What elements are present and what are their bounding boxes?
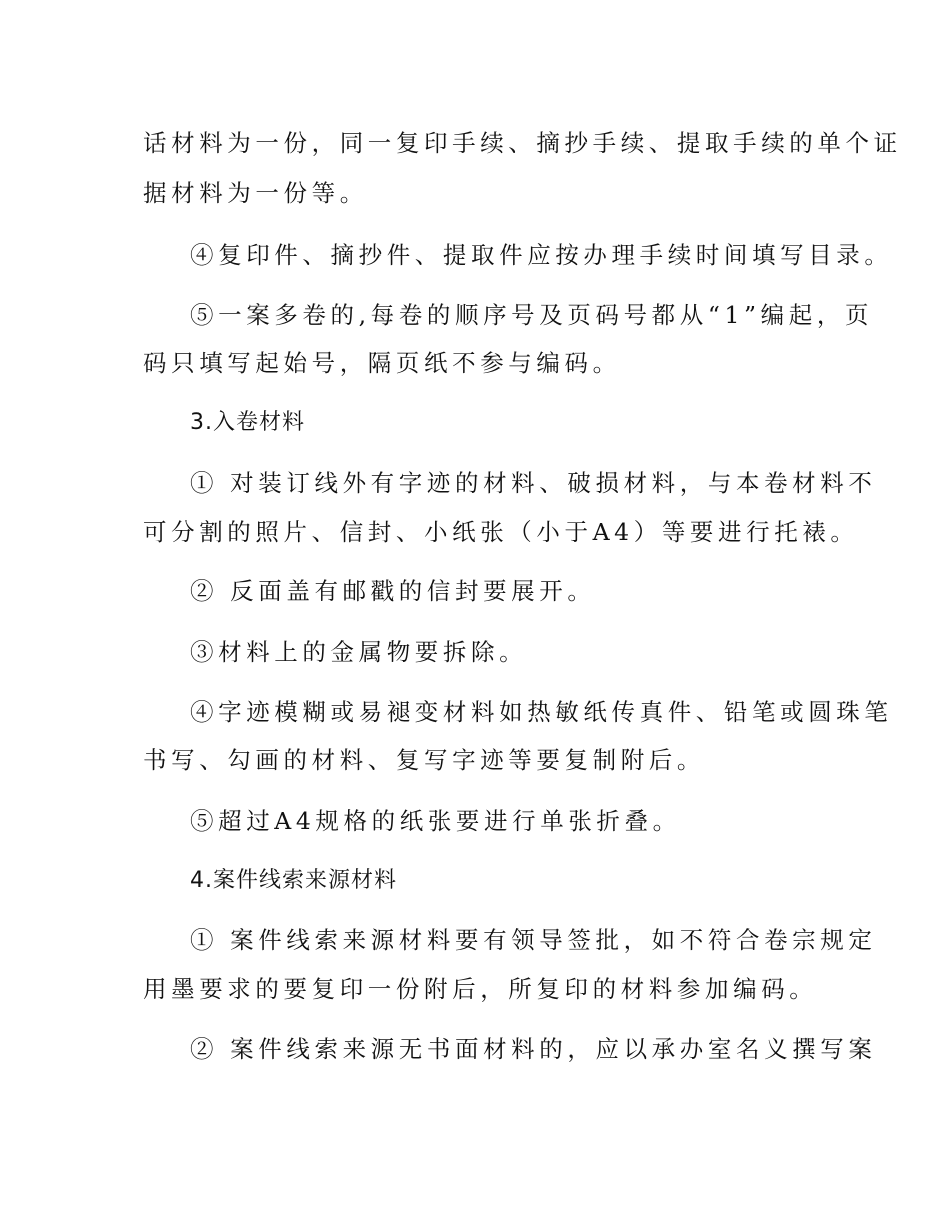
paragraph-line: ② 反面盖有邮戳的信封要展开。 [190, 577, 596, 605]
section-heading: 3.入卷材料 [190, 410, 305, 435]
section-heading: 4.案件线索来源材料 [190, 868, 397, 893]
paragraph-line: ④复印件、摘抄件、提取件应按办理手续时间填写目录。 [190, 241, 893, 269]
paragraph-line: ⑤超过A4规格的纸张要进行单张折叠。 [190, 807, 681, 835]
paragraph-line: ④字迹模糊或易褪变材料如热敏纸传真件、铅笔或圆珠笔 [190, 698, 893, 726]
paragraph-line: 据材料为一份等。 [143, 179, 368, 207]
paragraph-line: 码只填写起始号，隔页纸不参与编码。 [143, 349, 621, 377]
paragraph-line: 话材料为一份，同一复印手续、摘抄手续、提取手续的单个证 [143, 129, 902, 157]
paragraph-line: 用墨要求的要复印一份附后，所复印的材料参加编码。 [143, 975, 818, 1003]
paragraph-line: 书写、勾画的材料、复写字迹等要复制附后。 [143, 746, 705, 774]
paragraph-line: ⑤一案多卷的,每卷的顺序号及页码号都从“1”编起，页 [190, 301, 874, 329]
paragraph-line: ③材料上的金属物要拆除。 [190, 638, 528, 666]
paragraph-line: 可分割的照片、信封、小纸张（小于A4）等要进行托裱。 [143, 518, 859, 546]
paragraph-line: ① 案件线索来源材料要有领导签批，如不符合卷宗规定 [190, 926, 877, 954]
paragraph-line: ① 对装订线外有字迹的材料、破损材料，与本卷材料不 [190, 469, 877, 497]
paragraph-line: ② 案件线索来源无书面材料的，应以承办室名义撰写案 [190, 1035, 877, 1063]
